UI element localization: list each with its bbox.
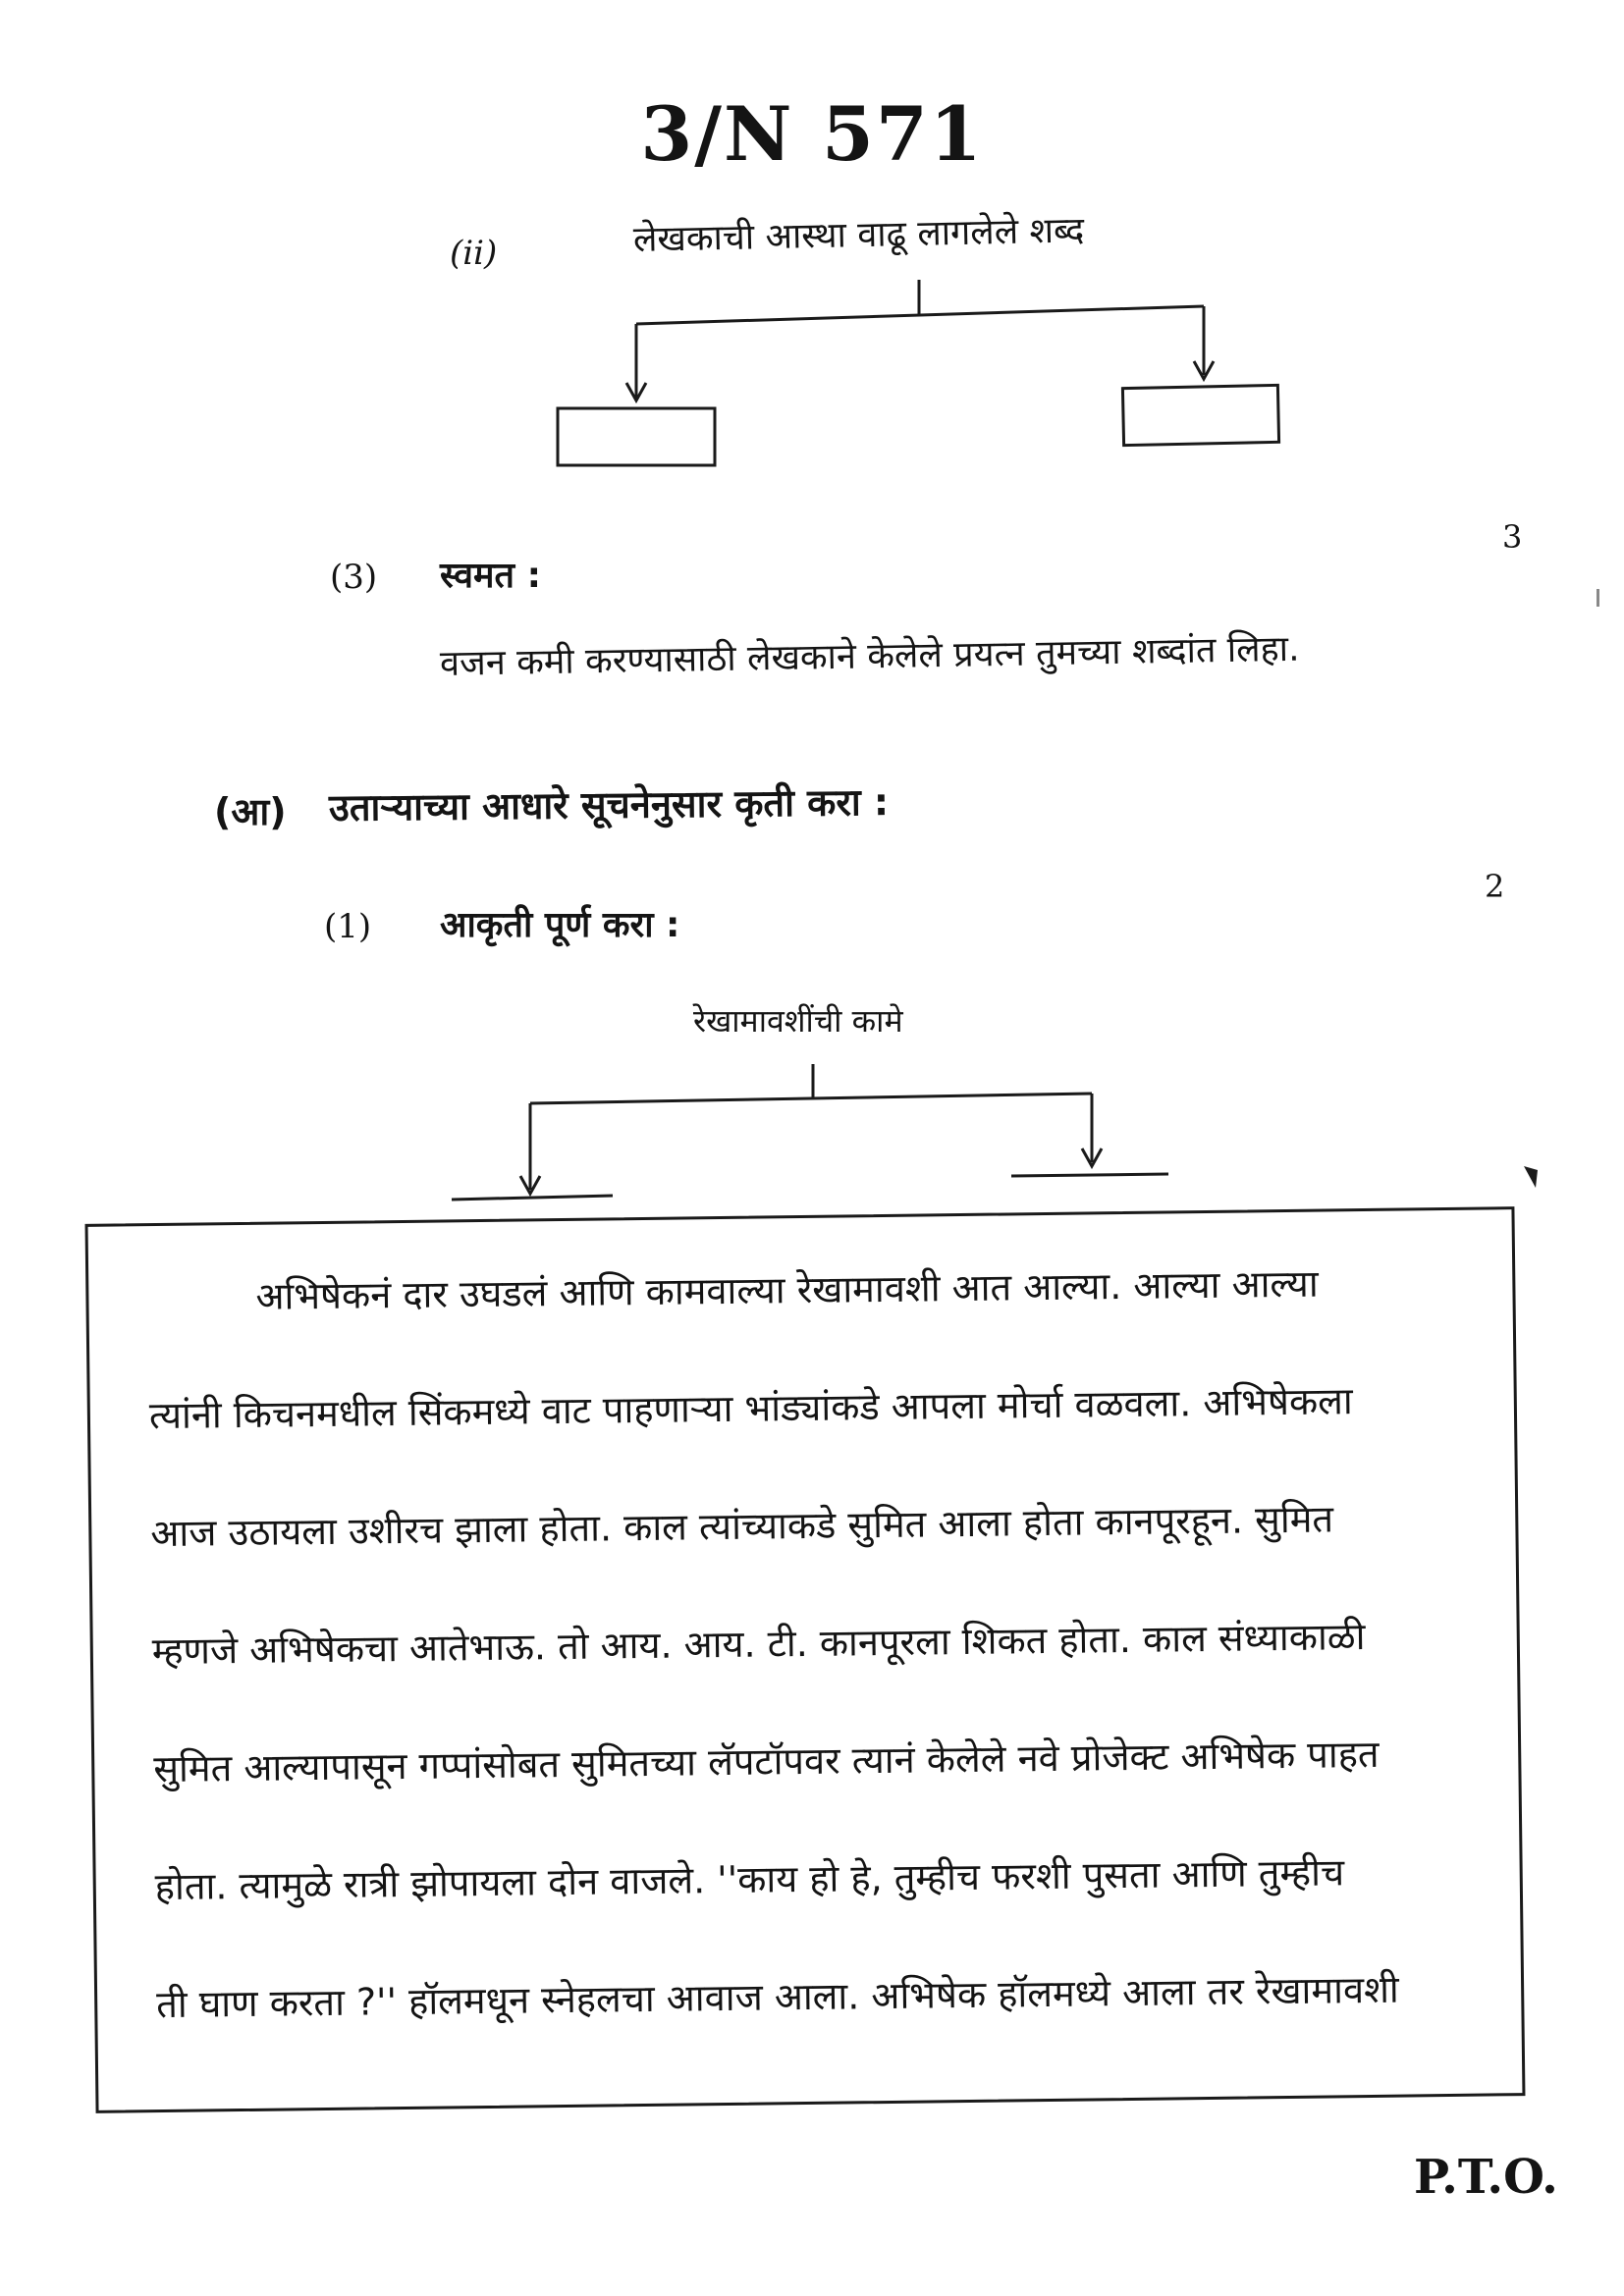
question1-title: आकृती पूर्ण करा : (440, 905, 680, 945)
passage-box (85, 1206, 1526, 2113)
diagram2-bar (530, 1094, 1092, 1103)
question3-text: वजन कमी करण्यासाठी लेखकाने केलेले प्रयत्न तुमच्या शब्दांत लिहा. (439, 628, 1300, 684)
passage-line: ती घाण करता ?'' हॉलमधून स्नेहलचा आवाज आला. अभिषेक हॉलमध्ये आला तर रेखामावशी (155, 1967, 1400, 2027)
scan-edge-mark (1597, 589, 1599, 607)
diagram2-title: रेखामावशींची कामे (693, 1002, 903, 1040)
passage-line: होता. त्यामुळे रात्री झोपायला दोन वाजले. ''काय हो हे, तुम्हीच फरशी पुसता आणि तुम्हीच (154, 1850, 1345, 1909)
diagram1-title: लेखकाची आस्था वाढू लागलेले शब्द (632, 210, 1085, 260)
answer-line-right (1011, 1174, 1168, 1176)
question1-number: (1) (324, 907, 372, 946)
question3-number: (3) (330, 558, 378, 597)
subquestion-label: (ii) (450, 234, 498, 273)
passage-line: त्यांनी किचनमधील सिंकमध्ये वाट पाहणाऱ्या भांड्यांकडे आपला मोर्चा वळवला. अभिषेकला (148, 1379, 1353, 1438)
marks-question3: 3 (1502, 518, 1523, 556)
marks-sectionB: 2 (1485, 868, 1505, 905)
passage-line: अभिषेकनं दार उघडलं आणि कामवाल्या रेखामावशी आत आल्या. आल्या आल्या (255, 1261, 1319, 1318)
question3-title: स्वमत : (440, 556, 541, 596)
page-code: 3/N 571 (640, 90, 984, 178)
passage-line: म्हणजे अभिषेकचा आतेभाऊ. तो आय. आय. टी. कानपूरला शिकत होता. काल संध्याकाळी (151, 1615, 1366, 1674)
answer-line-left (452, 1196, 613, 1200)
passage-line: सुमित आल्यापासून गप्पांसोबत सुमितच्या लॅपटॉपवर त्यानं केलेले नवे प्रोजेक्ट अभिषेक पाहत (153, 1732, 1380, 1791)
passage-line: आज उठायला उशीरच झाला होता. काल त्यांच्याकडे सुमित आला होता कानपूरहून. सुमित (150, 1497, 1334, 1556)
page-turn-over: P.T.O. (1414, 2150, 1558, 2205)
corner-mark (1524, 1166, 1538, 1188)
sectionB-title: उताऱ्याच्या आधारे सूचनेनुसार कृती करा : (328, 780, 890, 829)
sectionB-label: (आ) (214, 790, 287, 833)
